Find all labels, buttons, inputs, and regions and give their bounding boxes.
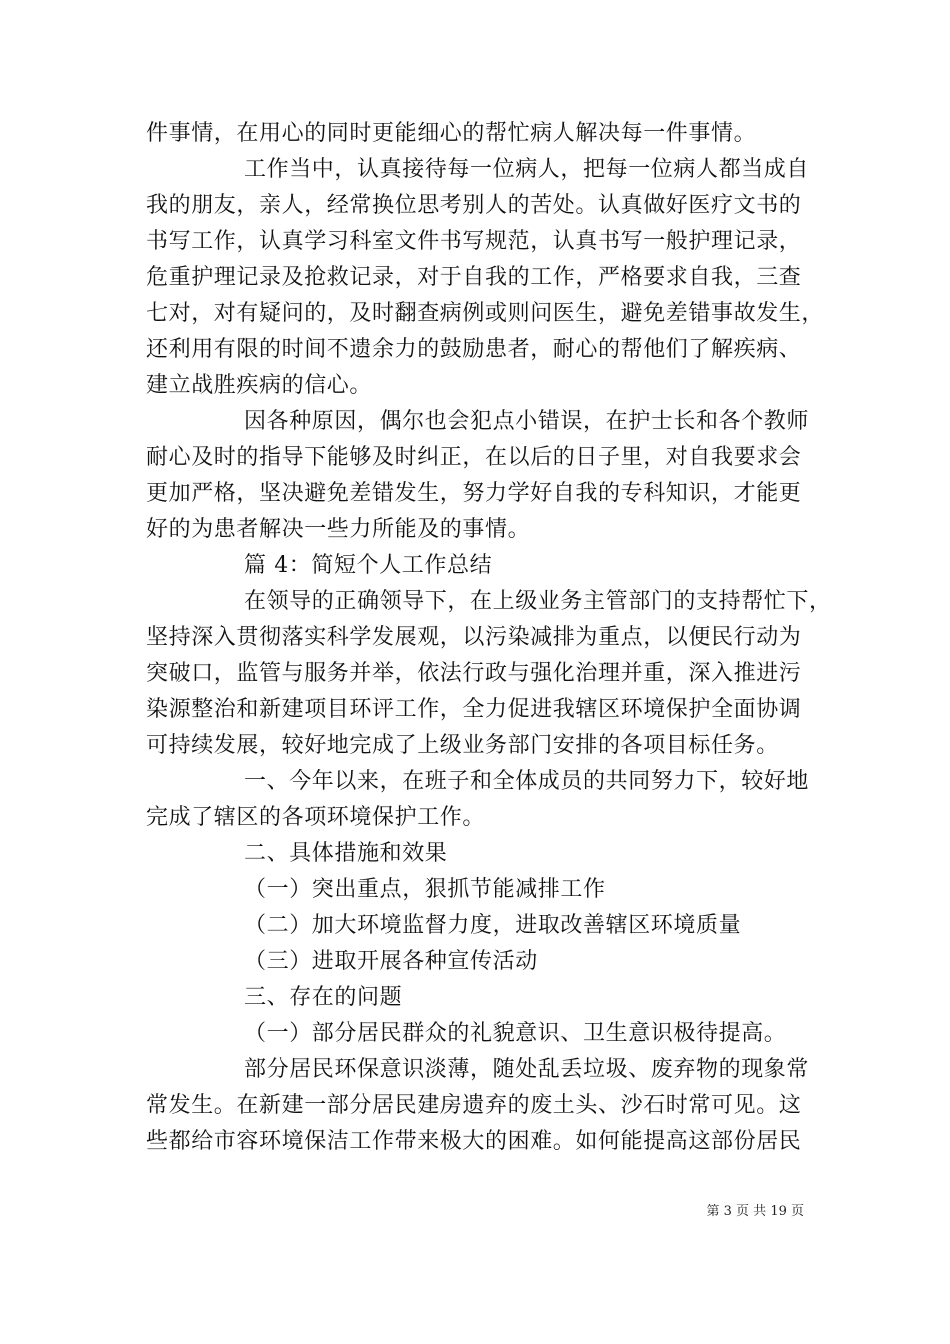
- text-line: 可持续发展，较好地完成了上级业务部门安排的各项目标任务。: [146, 733, 779, 758]
- text-line: 七对，对有疑问的，及时翻查病例或则问医生，避免差错事故发生，: [146, 301, 825, 326]
- text-line: 坚持深入贯彻落实科学发展观，以污染减排为重点，以便民行动为: [146, 625, 802, 650]
- text-line: （一）突出重点，狠抓节能减排工作: [244, 877, 606, 902]
- page-number-footer: 第 3 页 共 19 页: [706, 1204, 804, 1219]
- text-line: 常发生。在新建一部分居民建房遗弃的废土头、沙石时常可见。这: [146, 1093, 802, 1118]
- text-line: 突破口，监管与服务并举，依法行政与强化治理并重，深入推进污: [146, 661, 802, 686]
- text-line: 我的朋友，亲人，经常换位思考别人的苦处。认真做好医疗文书的: [146, 193, 802, 218]
- text-line: 书写工作，认真学习科室文件书写规范，认真书写一般护理记录，: [146, 229, 802, 254]
- text-line: （三）进取开展各种宣传活动: [244, 949, 538, 974]
- text-line: 三、存在的问题: [244, 985, 403, 1010]
- text-line: 工作当中，认真接待每一位病人，把每一位病人都当成自: [244, 157, 810, 182]
- text-line: 危重护理记录及抢救记录，对于自我的工作，严格要求自我，三查: [146, 265, 802, 290]
- text-line: 更加严格，坚决避免差错发生，努力学好自我的专科知识，才能更: [146, 481, 802, 506]
- text-line: 染源整治和新建项目环评工作，全力促进我辖区环境保护全面协调: [146, 697, 802, 722]
- text-line: （二）加大环境监督力度，进取改善辖区环境质量: [244, 913, 742, 938]
- text-line: 建立战胜疾病的信心。: [146, 373, 373, 398]
- text-line: 完成了辖区的各项环境保护工作。: [146, 805, 486, 830]
- text-line: 耐心及时的指导下能够及时纠正，在以后的日子里，对自我要求会: [146, 445, 802, 470]
- text-line: 件事情，在用心的同时更能细心的帮忙病人解决每一件事情。: [146, 121, 757, 146]
- document-body: [146, 116, 832, 1160]
- text-line: （一）部分居民群众的礼貌意识、卫生意识极待提高。: [244, 1021, 787, 1046]
- text-line: 好的为患者解决一些力所能及的事情。: [146, 517, 531, 542]
- text-line: 还利用有限的时间不遗余力的鼓励患者，耐心的帮他们了解疾病、: [146, 337, 802, 362]
- text-line: 二、具体措施和效果: [244, 841, 448, 866]
- text-line: 部分居民环保意识淡薄，随处乱丢垃圾、废弃物的现象常: [244, 1057, 810, 1082]
- text-line: 一、今年以来，在班子和全体成员的共同努力下，较好地: [244, 769, 810, 794]
- text-line: 因各种原因，偶尔也会犯点小错误，在护士长和各个教师: [244, 409, 810, 434]
- text-line: 些都给市容环境保洁工作带来极大的困难。如何能提高这部份居民: [146, 1129, 802, 1154]
- text-line: 在领导的正确领导下，在上级业务主管部门的支持帮忙下，: [244, 589, 832, 614]
- text-line: 篇 4：简短个人工作总结: [244, 553, 493, 578]
